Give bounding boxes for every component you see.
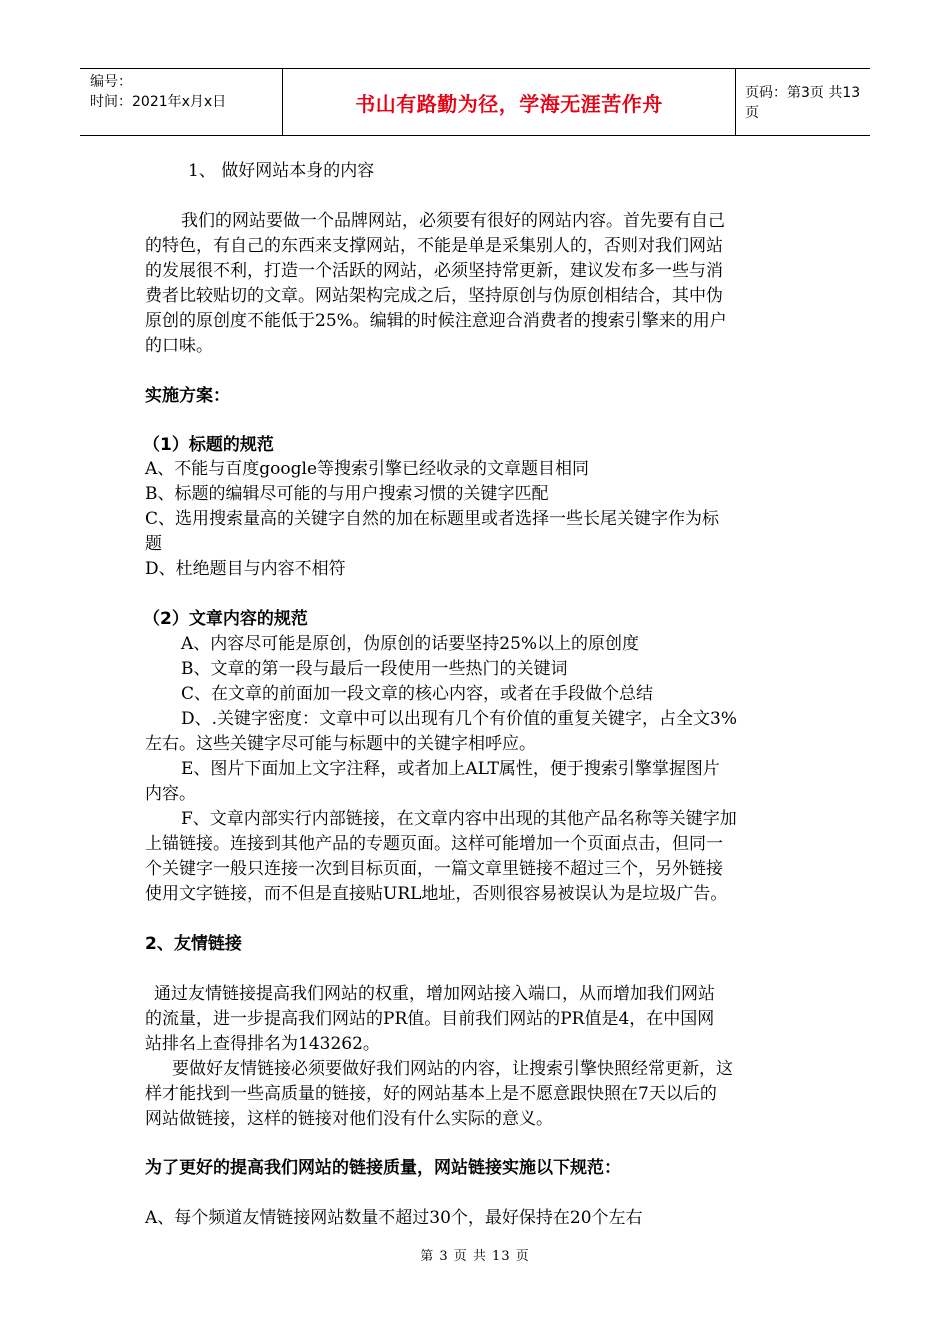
- title-spec-item: C、选用搜索量高的关键字自然的加在标题里或者选择一些长尾关键字作为标: [145, 509, 720, 529]
- section1-line: 的特色，有自己的东西来支撑网站，不能是单是采集别人的，否则对我们网站: [145, 236, 723, 256]
- header-time-label: 时间：2021年x月x日: [90, 94, 227, 110]
- header-meta: [80, 69, 282, 135]
- section1-heading: 1、 做好网站本身的内容: [188, 161, 375, 181]
- section2-para1-line: 站排名上查得排名为143262。: [145, 1034, 380, 1054]
- content-spec-line: F、文章内部实行内部链接，在文章内容中出现的其他产品名称等关键字加: [181, 809, 737, 829]
- page-footer: 第 3 页 共 13 页: [420, 1249, 530, 1264]
- section1-line: 原创的原创度不能低于25%。编辑的时候注意迎合消费者的搜索引擎来的用户: [145, 311, 727, 331]
- header-page-info: 页码：第3页 共13页: [745, 85, 861, 121]
- content-spec-line: A、内容尽可能是原创，伪原创的话要坚持25%以上的原创度: [181, 634, 640, 654]
- title-spec-item: D、杜绝题目与内容不相符: [145, 559, 346, 579]
- section1-line: 费者比较贴切的文章。网站架构完成之后，坚持原创与伪原创相结合，其中伪: [145, 286, 723, 306]
- section2-para2-line: 要做好友情链接必须要做好我们网站的内容，让搜索引擎快照经常更新，这: [172, 1059, 733, 1079]
- section1-line: 我们的网站要做一个品牌网站，必须要有很好的网站内容。首先要有自己: [181, 211, 725, 231]
- title-spec-heading: （1）标题的规范: [143, 435, 274, 455]
- title-spec-item: 题: [145, 534, 162, 554]
- content-spec-line: 使用文字链接，而不但是直接贴URL地址，否则很容易被误认为是垃圾广告。: [145, 884, 728, 904]
- section2-para1-line: 通过友情链接提高我们网站的权重，增加网站接入端口，从而增加我们网站: [154, 984, 715, 1004]
- title-spec-item: B、标题的编辑尽可能的与用户搜索习惯的关键字匹配: [145, 484, 549, 504]
- content-spec-heading: （2）文章内容的规范: [143, 609, 308, 629]
- content-spec-line: E、图片下面加上文字注释，或者加上ALT属性，便于搜索引擎掌握图片: [181, 759, 720, 779]
- content-spec-line: 内容。: [145, 784, 196, 804]
- content-spec-line: 上锚链接。连接到其他产品的专题页面。这样可能增加一个页面点击，但同一: [145, 834, 723, 854]
- section2-para2-line: 样才能找到一些高质量的链接，好的网站基本上是不愿意跟快照在7天以后的: [145, 1084, 717, 1104]
- content-spec-line: 个关键字一般只连接一次到目标页面，一篇文章里链接不超过三个，另外链接: [145, 859, 723, 879]
- content-spec-line: B、文章的第一段与最后一段使用一些热门的关键词: [181, 659, 568, 679]
- plan-heading: 实施方案：: [145, 386, 230, 406]
- header-motto: 书山有路勤为径，学海无涯苦作舟: [355, 91, 663, 116]
- link-rule-a: A、每个频道友情链接网站数量不超过30个，最好保持在20个左右: [145, 1208, 643, 1228]
- section2-heading: 2、友情链接: [145, 934, 242, 954]
- content-spec-line: D、.关键字密度：文章中可以出现有几个有价值的重复关键字，占全文3%: [181, 709, 738, 729]
- link-rules-heading: 为了更好的提高我们网站的链接质量，网站链接实施以下规范：: [145, 1158, 621, 1178]
- header-number-label: 编号：: [90, 74, 132, 90]
- content-spec-line: C、在文章的前面加一段文章的核心内容，或者在手段做个总结: [181, 684, 654, 704]
- section1-line: 的发展很不利，打造一个活跃的网站，必须坚持常更新，建议发布多一些与消: [145, 261, 723, 281]
- title-spec-item: A、不能与百度google等搜索引擎已经收录的文章题目相同: [145, 459, 590, 479]
- content-spec-line: 左右。这些关键字尽可能与标题中的关键字相呼应。: [145, 734, 536, 754]
- header-motto-cell: [282, 69, 736, 135]
- section1-line: 的口味。: [145, 336, 213, 356]
- section2-para1-line: 的流量，进一步提高我们网站的PR值。目前我们网站的PR值是4，在中国网: [145, 1009, 715, 1029]
- section2-para2-line: 网站做链接，这样的链接对他们没有什么实际的意义。: [145, 1109, 553, 1129]
- page-header: [80, 68, 870, 136]
